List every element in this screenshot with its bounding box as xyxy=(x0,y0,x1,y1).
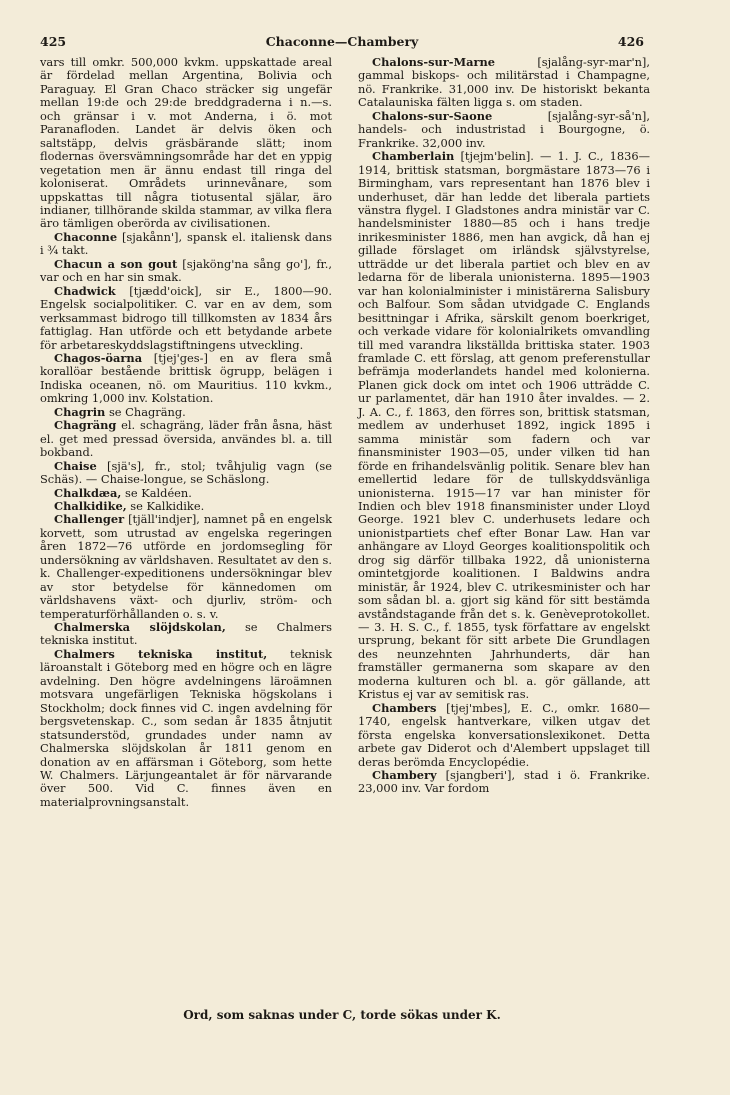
entry-text: se Kaldéen. xyxy=(125,485,192,500)
entry-headword: Chalmerska slöjdskolan, xyxy=(54,620,226,635)
entry-text: [sjalång-syr-så'n], handels- och industristad i Bourgogne, ö. Frankrike. 32,000 inv. xyxy=(358,108,650,150)
dictionary-entry xyxy=(40,419,332,459)
entry-headword: Chambers xyxy=(372,700,437,715)
entry-headword: Chaconne xyxy=(54,229,118,244)
entry-text: se Kalkidike. xyxy=(130,498,205,513)
entry-text: [sjaköng'na sång go'], fr., var och en har sin smak. xyxy=(40,256,332,285)
entry-headword: Chamberlain xyxy=(372,149,455,164)
entry-headword: Chagräng xyxy=(54,418,117,433)
entry-headword: Chalons-sur-Saone xyxy=(372,108,493,123)
entry-text: vars till omkr. 500,000 kvkm. uppskattade areal är fördelad mellan Argentina, Bolivia och Paraguay. El Gran Chaco sträcker sig ungefär mellan 19:de och 29:de breddgraderna i n.—s. och gränsar i v. mot Anderna, i ö. mot Paranafloden. Landet är delvis öken och saltstäpp, delvis gräsbärande slätt; inom flodernas översvämningsområde har det en yppig vegetation men är ännu endast till ringa del koloniserat. Områdets urinnevånare, som uppskattas till några tiotusental själar, äro indianer, tillhörande skilda stammar, av vilka flera äro tämligen oberörda av civilisationen. xyxy=(40,55,332,231)
entry-text: [sjakånn'], spansk el. italiensk dans i ¾ takt. xyxy=(40,229,332,258)
entry-text: [tjejm'belin]. — 1. J. C., 1836—1914, brittisk statsman, borgmästare 1873—76 i Birmingham, vars representant han 1876 blev i underhuset, där han ledde det liberala partiets vänstra flygel. I Gladstones andra ministär var C. handelsminister 1880—85 och i hans tredje inrikesminister 1886, men han avgick, då han ej gillade förslaget om irländsk självstyrelse, utträdde ur det liberala partiet och blev en av ledarna för de liberala unionisterna. 1895—1903 var han kolonialminister i ministärerna Salisbury och Balfour. Som sådan utvidgade C. Englands besittningar i Afrika, särskilt genom boerkriget, och verkade vidare för kolonialrikets omvandling till med varandra likställda brittiska stater. 1903 framlade C. ett förslag, att genom preferenstullar befrämja moderlandets handel med kolonierna. Planen gick dock om intet och 1906 utträdde C. ur parlamentet, där han 1910 åter invaldes. — 2. J. A. C., f. 1863, den förres son, brittisk statsman, medlem av underhuset 1892, ingick 1895 i samma ministär som fadern och var finansminister 1903—05, under vilken tid han förde en frihandelsvänlig politik. Senare blev han emellertid ledare för de tullskyddsvänliga unionisterna. 1915—17 var han minister för Indien och blev 1918 finansminister under Lloyd George. 1921 blev C. underhusets ledare och unionistpartiets chef efter Bonar Law. Han var anhängare av Lloyd Georges koalitionspolitik och drog sig därför tillbaka 1922, då unionisterna omintetgjorde koalitionen. I Baldwins andra ministär, år 1924, blev C. utrikesminister och har som sådan bl. a. gjort sig känd för sitt bestämda avståndstagande från det s. k. Genèveprotokollet. — 3. H. S. C., f. 1855, tysk författare av engelskt ursprung, bekant för sitt arbete Die Grundlagen des neunzehnten Jahrhunderts, där han framställer germanerna som skapare av den moderna kulturen och bl. a. gör gällande, att Kristus ej var av semitisk ras. xyxy=(358,149,650,702)
entry-headword: Chalkdæa, xyxy=(54,485,122,500)
entry-headword: Chalons-sur-Marne xyxy=(372,55,496,69)
page-number-left: 425 xyxy=(40,34,67,49)
dictionary-entry xyxy=(40,460,332,487)
dictionary-entry xyxy=(40,352,332,406)
entry-headword: Chalmers tekniska institut, xyxy=(54,646,268,661)
entry-text: se Chalmers tekniska institut. xyxy=(40,620,332,648)
entry-text: [tjej'mbes], E. C., omkr. 1680—1740, engelsk hantverkare, vilken utgav det första engelska konversationslexikonet. Detta arbete gav Diderot och d'Alembert uppslaget till deras berömda Encyclopédie. xyxy=(358,700,650,769)
entry-headword: Chambery xyxy=(372,768,437,783)
entry-text: [tjej'ges-] en av flera små korallöar bestående brittisk ögrupp, belägen i Indiska oceanen, nö. om Mauritius. 110 kvkm., omkring 1,000 inv. Kolstation. xyxy=(40,350,332,406)
entry-text: teknisk läroanstalt i Göteborg med en högre och en lägre avdelning. Den högre avdelningens läroämnen motsvara ungefärligen Tekniska högskolans i Stockholm; dock finnes vid C. ingen avdelning för bergsvetenskap. C., som sedan år 1835 åtnjutit statsunderstöd, grundades under namn av Chalmerska slöjdskolan år 1811 genom en donation av en affärsman i Göteborg, som hette W. Chalmers. Lärjungeantalet är för närvarande över 500. Vid C. finnes även en materialprovningsanstalt. xyxy=(40,646,332,809)
left-column xyxy=(40,56,332,809)
entry-headword: Chadwick xyxy=(54,283,116,298)
entry-headword: Challenger xyxy=(54,512,125,527)
dictionary-entry xyxy=(358,769,650,796)
dictionary-entry xyxy=(40,500,332,513)
entry-headword: Chacun a son gout xyxy=(54,256,178,271)
dictionary-entry xyxy=(358,150,650,702)
right-column xyxy=(358,56,650,796)
page-header xyxy=(40,34,644,54)
page-number-right: 426 xyxy=(617,34,644,49)
dictionary-entry xyxy=(40,258,332,285)
entry-text: se Chagräng. xyxy=(108,404,186,419)
entry-headword: Chaise xyxy=(54,458,97,473)
dictionary-entry xyxy=(40,231,332,258)
entry-text: [sjalång-syr-mar'n], gammal biskops- och militärstad i Champagne, nö. Frankrike. 31,000 inv. De historiskt bekanta Catalauniska fälten ligga s. om staden. xyxy=(358,55,650,110)
entry-headword: Chagrin xyxy=(54,404,106,419)
dictionary-entry xyxy=(358,110,650,150)
entry-headword: Chalkidike, xyxy=(54,498,127,513)
entry-text: [tjædd'oick], sir E., 1800—90. Engelsk socialpolitiker. C. var en av dem, som verksammast bidrogo till tillkomsten av 1834 års fattiglag. Han utförde och ett betydande arbete för arbetareskyddslagstiftningens utveckling. xyxy=(40,283,332,352)
entry-text: [tjäll'indjer], namnet på en engelsk korvett, som utrustad av engelska regeringen åren 1872—76 utförde en jordomsegling för undersökning av världshaven. Resultatet av den s. k. Challenger-expeditionens undersökningar blev av stor betydelse för kännedomen om världshavens växt- och djurliv, ström- och temperaturförhållanden o. s. v. xyxy=(40,512,332,621)
dictionary-entry xyxy=(40,56,332,231)
dictionary-entry xyxy=(40,487,332,500)
dictionary-entry xyxy=(358,56,650,110)
running-title: Chaconne—Chambery xyxy=(265,34,419,49)
dictionary-entry xyxy=(40,285,332,352)
entry-text: el. schagräng, läder från åsna, häst el. get med pressad översida, användes bl. a. till bokband. xyxy=(40,418,333,460)
entry-headword: Chagos-öarna xyxy=(54,350,143,365)
dictionary-entry xyxy=(358,702,650,769)
page-footer-note: Ord, som saknas under C, torde sökas under K. xyxy=(183,1008,501,1022)
entry-text: [sjangberi'], stad i ö. Frankrike. 23,000 inv. Var fordom xyxy=(358,768,650,796)
dictionary-entry xyxy=(40,621,332,648)
dictionary-entry xyxy=(40,648,332,809)
entry-text: [sjä's], fr., stol; tvåhjulig vagn (se Schäs). — Chaise-longue, se Schäslong. xyxy=(40,458,332,487)
dictionary-entry xyxy=(40,513,332,621)
dictionary-entry xyxy=(40,406,332,419)
